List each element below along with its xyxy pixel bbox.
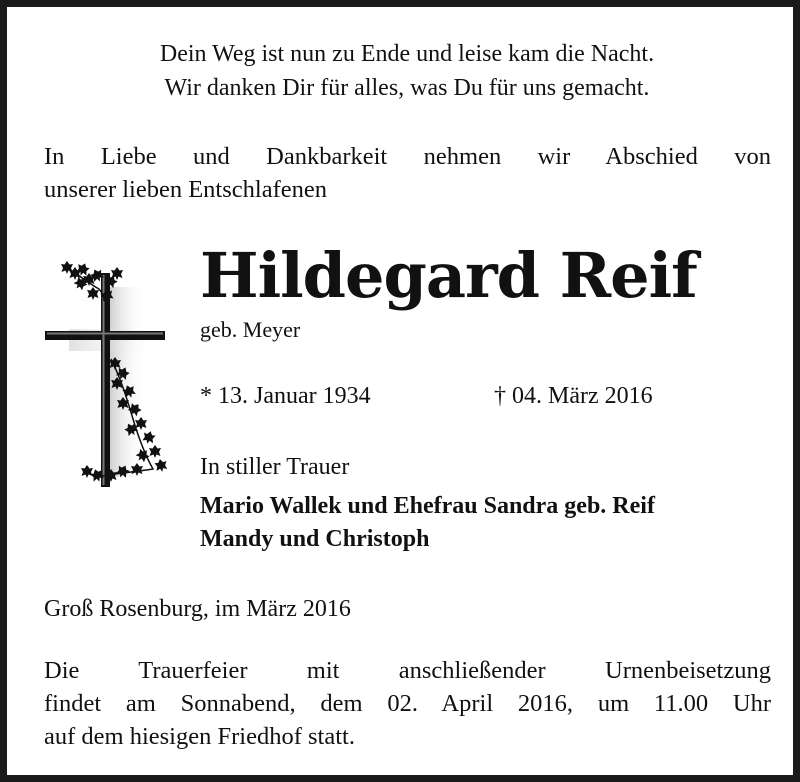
death-date: † 04. März 2016 [494, 383, 653, 409]
poem-line-1: Dein Weg ist nun zu Ende und leise kam die Nacht. [159, 41, 655, 67]
mourning-intro: In stiller Trauer [200, 454, 350, 480]
cross-with-ivy-icon [41, 259, 171, 489]
intro-line-1: In Liebe und Dankbarkeit nehmen wir Abschied von [44, 143, 771, 170]
maiden-name: geb. Meyer [200, 317, 301, 342]
mourner-name: Mandy und Christoph [200, 526, 430, 552]
funeral-line-1: Die Trauerfeier mit anschließender Urnenbeisetzung [44, 657, 771, 684]
mourner-name: Mario Wallek und Ehefrau Sandra geb. Reif [200, 493, 655, 519]
deceased-name: Hildegard Reif [200, 239, 697, 312]
place-and-date: Groß Rosenburg, im März 2016 [44, 596, 351, 622]
funeral-line-3: auf dem hiesigen Friedhof statt. [44, 723, 355, 750]
memorial-poem [7, 37, 800, 105]
birth-date: * 13. Januar 1934 [200, 383, 371, 409]
mourner-list [200, 490, 655, 556]
farewell-intro [44, 140, 771, 206]
intro-line-2: unserer lieben Entschlafenen [44, 176, 327, 203]
poem-line-2: Wir danken Dir für alles, was Du für uns gemacht. [164, 75, 650, 101]
funeral-notice [44, 654, 771, 753]
funeral-line-2: findet am Sonnabend, dem 02. April 2016, um 11.00 Uhr [44, 690, 771, 717]
